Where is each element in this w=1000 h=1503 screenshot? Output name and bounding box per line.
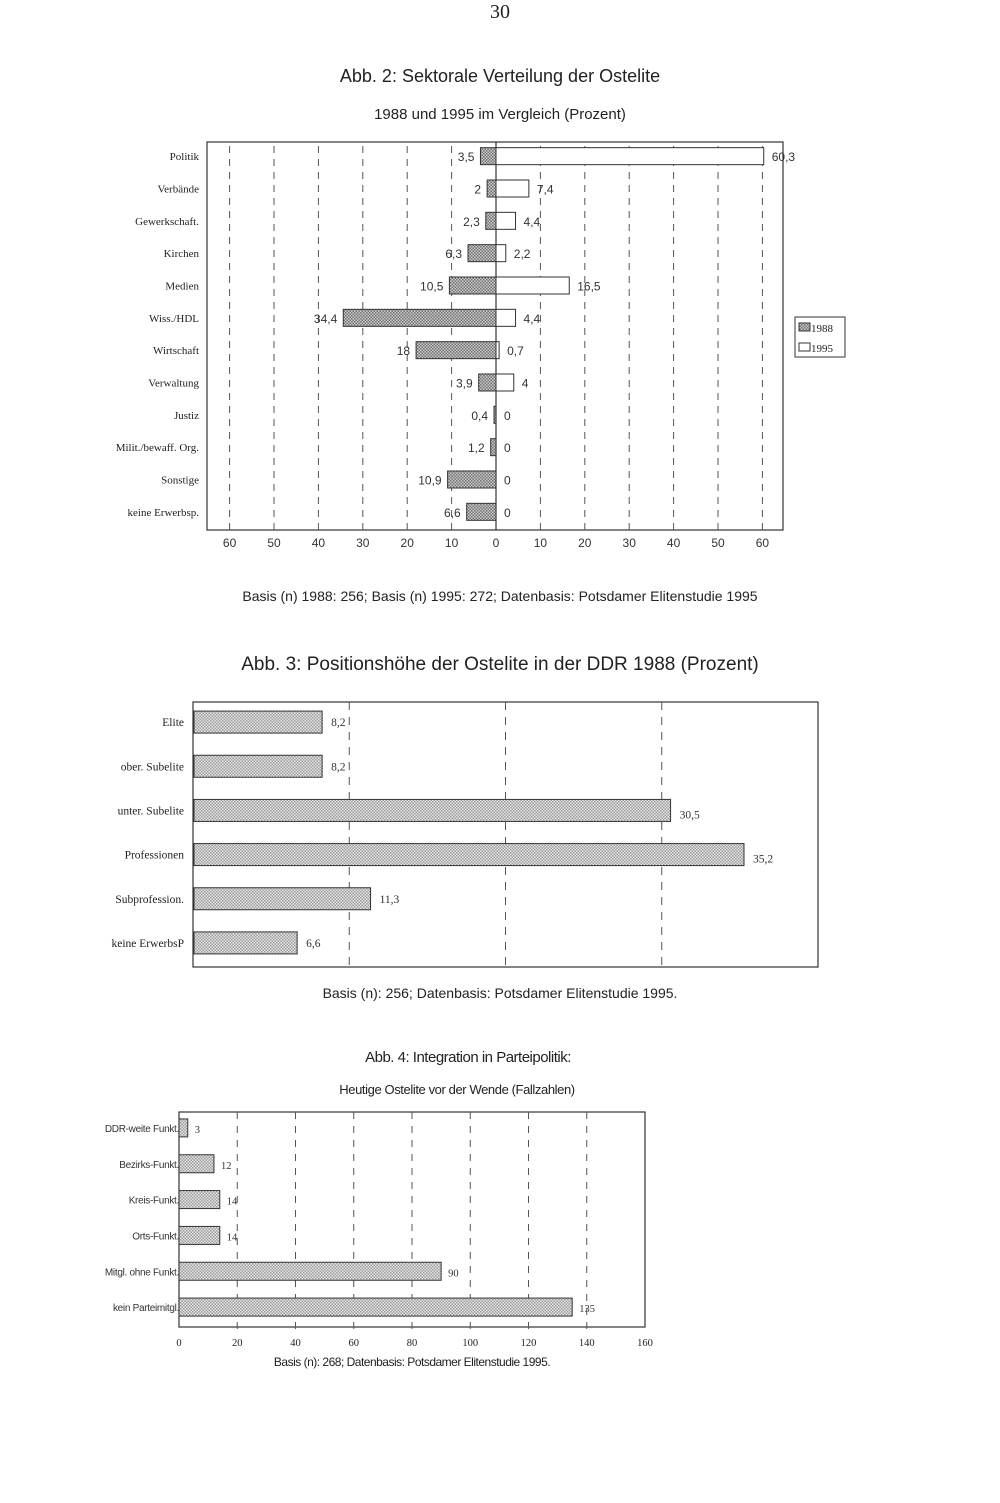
category-label: kein Parteimitgl. xyxy=(112,1303,179,1315)
value-label-1995: 4 xyxy=(521,376,529,391)
x-tick-label: 40 xyxy=(290,1338,301,1349)
value-label-1995: 4,4 xyxy=(523,214,541,229)
category-label: Justiz xyxy=(173,409,199,422)
x-tick-label: 30 xyxy=(356,536,370,550)
figure-3-title: Abb. 3: Positionshöhe der Ostelite in der DDR 1988 (Prozent) xyxy=(241,654,759,675)
value-label: 8,2 xyxy=(331,761,346,774)
value-label-1995: 4,4 xyxy=(523,311,541,326)
category-label: ober. Subelite xyxy=(120,761,184,774)
category-label: Wirtschaft xyxy=(153,345,199,358)
figure-2-subtitle: 1988 und 1995 im Vergleich (Prozent) xyxy=(374,106,626,123)
page-number: 30 xyxy=(490,1,510,23)
bar xyxy=(179,1155,214,1173)
x-tick-label: 20 xyxy=(400,536,414,550)
value-label: 30,5 xyxy=(679,809,700,822)
figure-2-title: Abb. 2: Sektorale Verteilung der Ostelite xyxy=(339,66,661,86)
category-label: Verwaltung xyxy=(148,377,199,390)
bar xyxy=(179,1262,441,1280)
category-label: Orts-Funkt. xyxy=(132,1231,179,1243)
value-label-1995: 60,3 xyxy=(771,150,796,165)
category-label: Subprofession. xyxy=(115,893,184,906)
category-label: Sonstige xyxy=(161,474,199,487)
value-label-1988: 6,6 xyxy=(444,505,461,520)
value-label-1988: 6,3 xyxy=(445,247,463,262)
x-tick-label: 60 xyxy=(222,536,237,550)
value-label-1988: 0,4 xyxy=(471,408,488,423)
figure-2-note: Basis (n) 1988: 256; Basis (n) 1995: 272; Datenbasis: Potsdamer Elitenstudie 1995 xyxy=(242,588,758,604)
value-label: 8,2 xyxy=(331,717,346,730)
x-tick-label: 10 xyxy=(533,536,548,550)
x-tick-label: 60 xyxy=(348,1338,359,1349)
value-label: 35,2 xyxy=(753,853,774,866)
value-label: 3 xyxy=(194,1124,200,1136)
x-tick-label: 60 xyxy=(755,536,770,550)
x-tick-label: 20 xyxy=(232,1338,243,1349)
category-label: DDR-weite Funkt. xyxy=(104,1123,179,1135)
category-label: Professionen xyxy=(124,849,184,862)
category-label: Bezirks-Funkt. xyxy=(119,1159,179,1171)
value-label-1995: 0 xyxy=(504,505,511,520)
value-label: 12 xyxy=(220,1160,232,1172)
x-tick-label: 30 xyxy=(622,536,636,550)
category-label: Elite xyxy=(162,717,184,730)
legend-label-1995: 1995 xyxy=(811,343,833,355)
figure-4-subtitle: Heutige Ostelite vor der Wende (Fallzahlen) xyxy=(339,1082,575,1097)
category-label: Wiss./HDL xyxy=(149,312,199,325)
value-label-1995: 7,4 xyxy=(536,182,554,197)
value-label: 90 xyxy=(448,1268,459,1280)
x-tick-label: 0 xyxy=(176,1338,182,1349)
value-label-1995: 0,7 xyxy=(507,344,524,359)
x-tick-label: 50 xyxy=(267,536,281,550)
x-tick-label: 80 xyxy=(406,1338,418,1349)
category-label: Gewerkschaft. xyxy=(135,215,199,228)
category-label: Kirchen xyxy=(163,248,199,261)
x-tick-label: 10 xyxy=(444,536,459,550)
value-label-1995: 0 xyxy=(504,473,511,488)
value-label: 6,6 xyxy=(306,937,321,950)
value-label-1988: 2 xyxy=(474,182,482,197)
category-label: unter. Subelite xyxy=(117,805,184,818)
value-label-1988: 34,4 xyxy=(313,311,338,326)
value-label-1988: 3,5 xyxy=(457,150,475,165)
category-label: keine ErwerbsP xyxy=(111,937,184,950)
bar xyxy=(179,1119,188,1137)
category-label: keine Erwerbsp. xyxy=(127,506,199,519)
category-label: Milit./bewaff. Org. xyxy=(115,442,199,455)
value-label: 11,3 xyxy=(379,893,400,906)
value-label-1988: 3,9 xyxy=(455,376,473,391)
figure-3-note: Basis (n): 256; Datenbasis: Potsdamer Elitenstudie 1995. xyxy=(322,985,678,1001)
value-label-1995: 16,5 xyxy=(577,279,601,294)
legend-label-1988: 1988 xyxy=(811,323,833,335)
value-label-1988: 2,3 xyxy=(463,214,480,229)
value-label-1988: 18 xyxy=(396,344,411,359)
value-label: 14 xyxy=(226,1196,238,1208)
value-label: 135 xyxy=(579,1304,595,1316)
value-label-1995: 0 xyxy=(504,408,511,423)
x-tick-label: 20 xyxy=(578,536,592,550)
value-label-1995: 2,2 xyxy=(513,247,531,262)
value-label: 14 xyxy=(226,1232,238,1244)
category-label: Medien xyxy=(165,280,199,293)
category-label: Politik xyxy=(169,151,199,164)
x-tick-label: 50 xyxy=(711,536,725,550)
x-tick-label: 0 xyxy=(492,536,500,550)
x-tick-label: 40 xyxy=(666,536,681,550)
figure-4-title: Abb. 4: Integration in Parteipolitik: xyxy=(365,1049,571,1066)
x-tick-label: 120 xyxy=(520,1338,537,1349)
bar xyxy=(179,1226,220,1244)
x-tick-label: 40 xyxy=(311,536,326,550)
bar xyxy=(179,1191,220,1209)
bar xyxy=(179,1298,572,1316)
category-label: Verbände xyxy=(157,183,199,196)
value-label-1988: 10,5 xyxy=(420,279,444,294)
x-tick-label: 140 xyxy=(578,1338,595,1349)
value-label-1988: 10,9 xyxy=(418,473,442,488)
figure-4-note: Basis (n): 268; Datenbasis: Potsdamer Elitenstudie 1995. xyxy=(273,1355,551,1369)
category-label: Mitgl. ohne Funkt. xyxy=(104,1267,179,1279)
x-tick-label: 100 xyxy=(462,1338,479,1349)
category-label: Kreis-Funkt. xyxy=(128,1195,179,1207)
value-label-1988: 1,2 xyxy=(467,441,485,456)
value-label-1995: 0 xyxy=(504,441,511,456)
x-tick-label: 160 xyxy=(637,1338,653,1349)
